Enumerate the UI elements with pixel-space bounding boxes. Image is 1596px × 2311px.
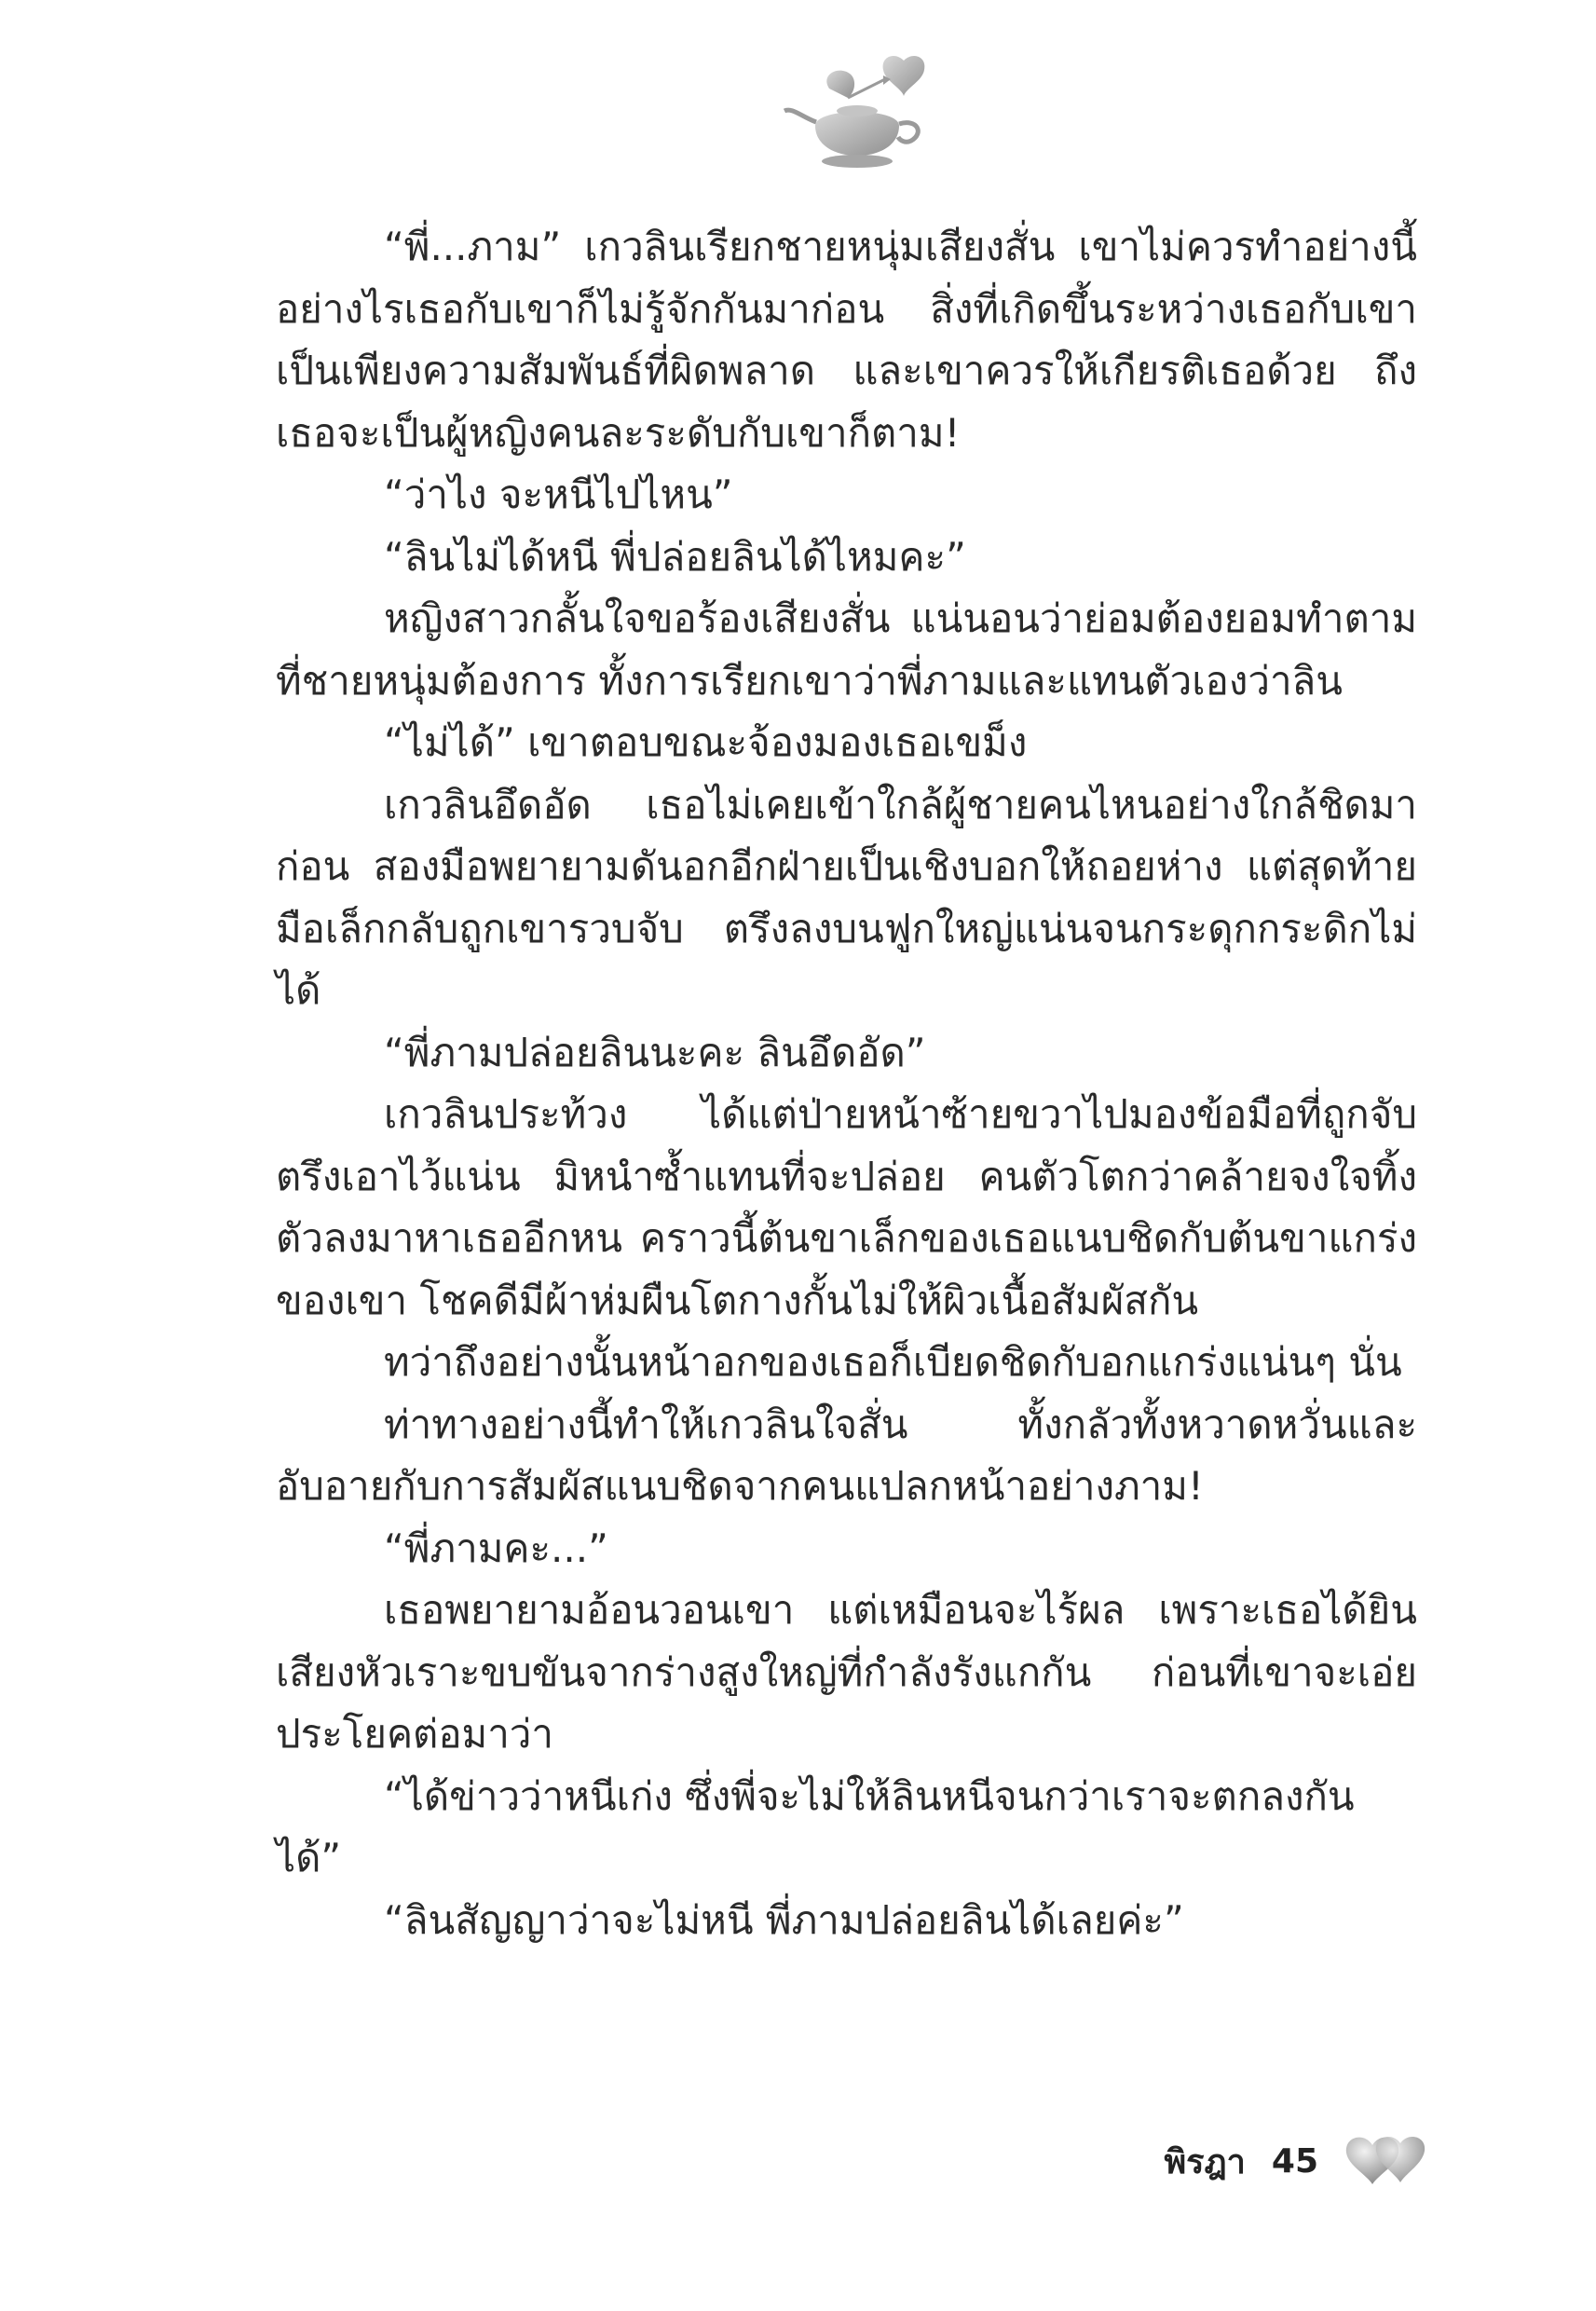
- prose-paragraph: หญิงสาวกลั้นใจขอร้องเสียงสั่น แน่นอนว่าย่อมต้องยอมทำตามที่ชายหนุ่มต้องการ ทั้งการเรียกเขาว่าพี่ภามและแทนตัวเองว่าลิน: [276, 595, 1417, 704]
- double-heart-icon: [1344, 2132, 1428, 2190]
- dialogue-line: “ลินสัญญาว่าจะไม่หนี พี่ภามปล่อยลินได้เลยค่ะ”: [384, 1896, 1184, 1943]
- prose-paragraph: ท่าทางอย่างนี้ทำให้เกวลินใจสั่น ทั้งกลัวทั้งหวาดหวั่นและอับอายกับการสัมผัสแนบชิดจากคนแปลกหน้าอย่างภาม!: [276, 1401, 1417, 1509]
- dialogue-line: “ลินไม่ได้หนี พี่ปล่อยลินได้ไหมคะ”: [384, 533, 966, 580]
- prose-paragraph: เกวลินอึดอัด เธอไม่เคยเข้าใกล้ผู้ชายคนไหนอย่างใกล้ชิดมาก่อน สองมือพยายามดันอกอีกฝ่ายเป็นเชิงบอกให้ถอยห่าง แต่สุดท้ายมือเล็กกลับถูกเขารวบจับ ตรึงลงบนฟูกใหญ่แน่นจนกระดุกกระดิกไม่ได้: [276, 781, 1417, 1013]
- cupid-teapot-ornament: [764, 51, 950, 172]
- footer-author-name: พิรฎา: [1164, 2142, 1246, 2181]
- dialogue-line: “ไม่ได้” เขาตอบขณะจ้องมองเธอเขม็ง: [384, 719, 1028, 765]
- prose-paragraph: เธอพยายามอ้อนวอนเขา แต่เหมือนจะไร้ผล เพราะเธอได้ยินเสียงหัวเราะขบขันจากร่างสูงใหญ่ที่กำลังรังแกกัน ก่อนที่เขาจะเอ่ยประโยคต่อมาว่า: [276, 1587, 1417, 1757]
- dialogue-line: “พี่ภามคะ...”: [384, 1525, 608, 1571]
- dialogue-line: “พี่ภามปล่อยลินนะคะ ลินอึดอัด”: [384, 1029, 926, 1075]
- prose-paragraph: “พี่...ภาม” เกวลินเรียกชายหนุ่มเสียงสั่น เขาไม่ควรทำอย่างนี้ อย่างไรเธอกับเขาก็ไม่รู้จักกันมาก่อน สิ่งที่เกิดขึ้นระหว่างเธอกับเขาเป็นเพียงความสัมพันธ์ที่ผิดพลาด และเขาควรให้เกียรติเธอด้วย ถึงเธอจะเป็นผู้หญิงคนละระดับกับเขาก็ตาม!: [276, 224, 1417, 456]
- dialogue-line: ทว่าถึงอย่างนั้นหน้าอกของเธอก็เบียดชิดกับอกแกร่งแน่นๆ นั่น: [384, 1339, 1402, 1385]
- dialogue-line: “ได้ข่าวว่าหนีเก่ง ซึ่งพี่จะไม่ให้ลินหนีจนกว่าเราจะตกลงกันได้”: [276, 1772, 1355, 1880]
- chapter-body-text: [276, 216, 1417, 1951]
- page-footer: [1164, 2132, 1428, 2190]
- dialogue-line: “ว่าไง จะหนีไปไหน”: [384, 472, 733, 517]
- page-number: 45: [1271, 2141, 1318, 2181]
- prose-paragraph: เกวลินประท้วง ได้แต่ป่ายหน้าซ้ายขวาไปมองข้อมือที่ถูกจับตรึงเอาไว้แน่น มิหนำซ้ำแทนที่จะปล่อย คนตัวโตกว่าคล้ายจงใจทิ้งตัวลงมาหาเธออีกหน คราวนี้ต้นขาเล็กของเธอแนบชิดกับต้นขาแกร่งของเขา โชคดีมีผ้าห่มผืนโตกางกั้นไม่ให้ผิวเนื้อสัมผัสกัน: [276, 1091, 1417, 1323]
